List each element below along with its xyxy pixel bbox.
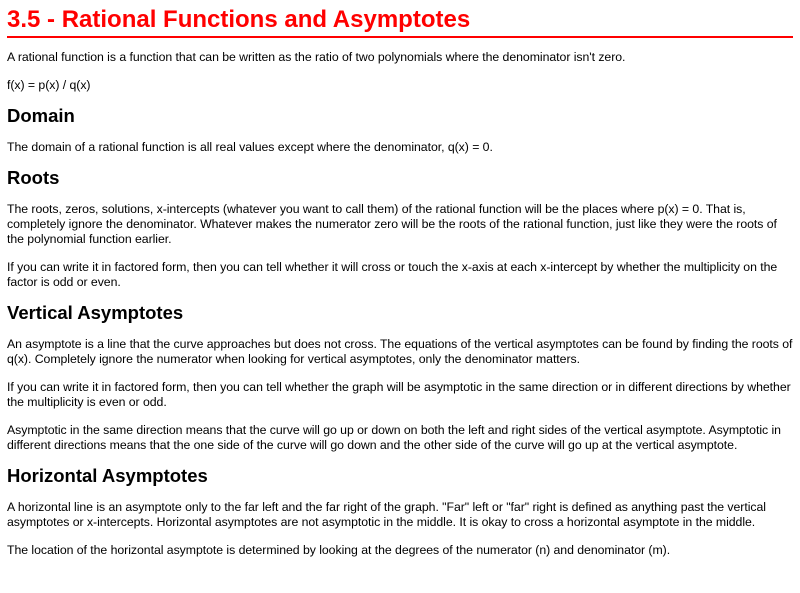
intro-paragraph: A rational function is a function that can be written as the ratio of two polynomials where the denominator isn't zero. bbox=[7, 50, 626, 64]
domain-paragraph: The domain of a rational function is all real values except where the denominator, q(x) = 0. bbox=[7, 140, 493, 154]
roots-paragraph-2: If you can write it in factored form, then you can tell whether it will cross or touch the x-axis at each x-intercept by whether the multiplicity on the factor is odd or even. bbox=[7, 260, 778, 289]
horizontal-asymptotes-paragraph-1: A horizontal line is an asymptote only to the far left and the far right of the graph. "Far" left or "far" right is defined as anything past the vertical asymptotes or x-intercepts. Horizontal asymptotes are not asymptotic in the middle. It is okay to cross a horizontal asymptote in the middle. bbox=[7, 500, 766, 529]
roots-heading: Roots bbox=[7, 167, 60, 188]
vertical-asymptotes-paragraph-1: An asymptote is a line that the curve approaches but does not cross. The equations of the vertical asymptotes can be found by finding the roots of q(x). Completely ignore the numerator when looking for vertical asymptotes, only the denominator matters. bbox=[7, 337, 793, 366]
domain-heading: Domain bbox=[7, 105, 75, 126]
vertical-asymptotes-paragraph-3: Asymptotic in the same direction means that the curve will go up or down on both the left and right sides of the vertical asymptote. Asymptotic in different directions means that the one side of the curve will go down and the other side of the curve will go up at the vertical asymptote. bbox=[7, 423, 781, 452]
horizontal-asymptotes-paragraph-2: The location of the horizontal asymptote is determined by looking at the degrees of the numerator (n) and denominator (m). bbox=[7, 543, 671, 557]
page-title: 3.5 - Rational Functions and Asymptotes bbox=[7, 6, 793, 38]
roots-paragraph-1: The roots, zeros, solutions, x-intercepts (whatever you want to call them) of the rational function will be the places where p(x) = 0. That is, completely ignore the denominator. Whatever makes the numerator zero will be the roots of the rational function, just like they were the roots of the polynomial function earlier. bbox=[7, 202, 777, 246]
vertical-asymptotes-heading: Vertical Asymptotes bbox=[7, 302, 184, 323]
formula-text: f(x) = p(x) / q(x) bbox=[7, 78, 91, 92]
horizontal-asymptotes-heading: Horizontal Asymptotes bbox=[7, 465, 208, 486]
vertical-asymptotes-paragraph-2: If you can write it in factored form, then you can tell whether the graph will be asymptotic in the same direction or in different directions by whether the multiplicity is even or odd. bbox=[7, 380, 791, 409]
